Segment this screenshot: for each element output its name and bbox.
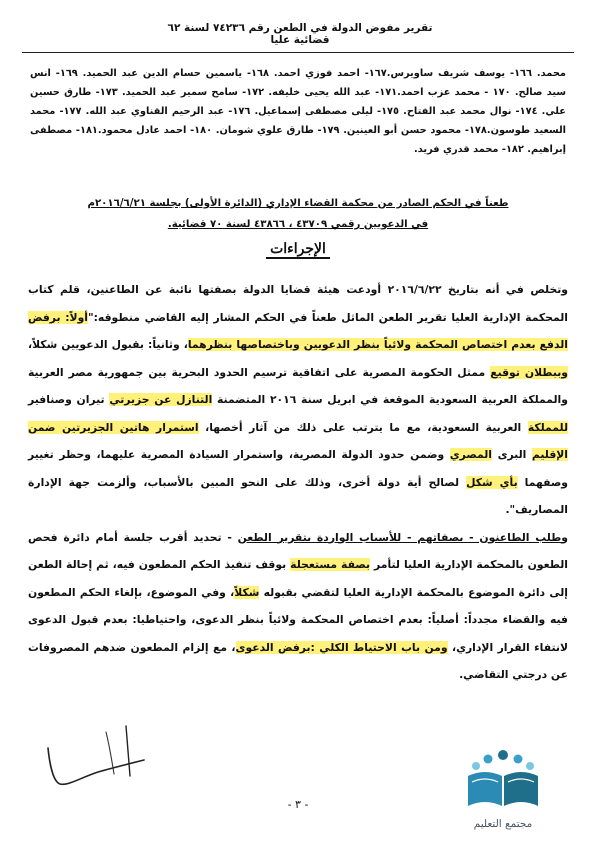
highlight-continuation: استمرار هاتين الجزيرتين ضمن الإقليم [28, 420, 568, 461]
para2-text-a: وطلب الطاعنون - بصفاتهم - للأسباب الواردة بتقرير الطعن [237, 530, 568, 544]
ruling-reference [30, 193, 566, 235]
highlight-egyptian: المصري [449, 448, 493, 461]
highlight-reserve-reject: ومن باب الاحتياط الكلي :برفض الدعوى [235, 640, 448, 654]
ruling-line-1: طعناً في الحكم الصادر من محكمة القضاء الإداري (الدائرة الأولى) بجلسة ٢٠١٦/٦/٢١م [87, 198, 509, 209]
highlight-urgent: بصفة مستعجلة [290, 558, 371, 571]
para1-text-k: البرى [492, 448, 532, 461]
highlight-first-ruling: أولاً: برفض الدفع بعدم اختصاص المحكمة ولائياً بنظر الدعويين وباختصاصها بنظرهما [28, 310, 568, 351]
procedures-heading-text: الإجراءات [266, 241, 330, 259]
signature [40, 718, 150, 790]
para1-text-e: ممثل الحكومة المصرية على اتفاقية ترسيم الحدود البحرية بين جمهورية مصر العربية والمملكة العربية السعودية الموقعة في ابريل سنة ٢٠١٦ المتضمنة [28, 365, 568, 406]
appellants-names-list: محمد. ١٦٦- يوسف شريف ساويرس.١٦٧- احمد فوزي احمد. ١٦٨- ياسمين حسام الدين عبد الحميد. ١٦٩- انس سيد صالح. ١٧٠ - محمد عزب احمد.١٧١- عبد الله يحيى خليفه. ١٧٢- سامح سمير عبد الحميد. ١٧٣- طارق حسين علي. ١٧٤- نوال محمد عبد الفتاح. ١٧٥- ليلى مصطفى إسماعيل. ١٧٦- عبد الرحيم القناوي عبد الله. ١٧٧- محمد السعيد طوسون.١٧٨- محمود حسن أبو العينين. ١٧٩- طارق علوي شومان. ١٨٠- احمد عادل محمود.١٨١- مصطفى إبراهيم. ١٨٢- محمد قدري فريد. [30, 68, 567, 155]
report-header: تقرير مفوض الدولة في الطعن رقم ٧٤٢٣٦ لسنة ٦٢ قضائية عليا [167, 22, 433, 46]
watermark-logo [448, 746, 558, 830]
para1-text-c: ، وثانياً: بقبول الدعويين شكلاً، [28, 338, 188, 351]
para2-text-b: - تحديد أقرب جلسة أمام دائرة فحص الطعون بالمحكمة الإدارية العليا لتأمر [28, 530, 568, 571]
logo-text: مجتمع التعليم [473, 818, 533, 830]
procedures-body [28, 276, 568, 689]
highlight-kingdom: للمملكة [527, 420, 569, 434]
page-number: - ٣ - [287, 798, 309, 811]
para2-text-f: ، وفي الموضوع، بإلغاء الحكم المطعون فيه والقضاء مجدداً: أصلياً: بعدم اختصاص المحكمة ولائياً بنظر الدعوى، واحتياطيا: بعدم قبول الدعوى لانتفاء القرار الإداري، [28, 585, 568, 654]
procedures-heading [0, 241, 596, 257]
paragraph-filing [28, 276, 568, 524]
highlight-any-form: بأي شكل [466, 475, 518, 489]
para1-text-m: وضمن حدود الدولة المصرية، واستمرار السيادة المصرية عليهما، وحظر تغيير وصفهما [28, 448, 569, 489]
header-divider [22, 52, 574, 53]
para1-text-i: العربية السعودية، مع ما يترتب على ذلك من آثار أخصها، [198, 420, 528, 434]
ruling-line-2: في الدعويين رقمي ٤٣٧٠٩ ، ٤٣٨٦٦ لسنة ٧٠ قضائية. [167, 219, 429, 230]
highlight-cession: التنازل عن جزيرتي [109, 393, 213, 406]
paragraph-requests [28, 524, 568, 689]
highlight-form: شكلاً [234, 585, 260, 599]
para1-text-a: وتخلص في أنه بتاريخ ٢٠١٦/٦/٢٢ أودعت هيئة قضايا الدولة بصفتها نائبة عن الطاعنين، قلم كتاب المحكمة الإدارية العليا تقرير الطعن الماثل طعناً في الحكم المشار إليه القاضي منطوقه:" [28, 283, 568, 324]
highlight-invalidation: وببطلان توقيع [490, 365, 568, 379]
para2-text-h: ، مع إلزام المطعون ضدهم المصروفات عن درجتي التقاضي. [28, 640, 568, 681]
para2-text-d: بوقف تنفيذ الحكم المطعون فيه، ثم إحالة الطعن إلى دائرة الموضوع بالمحكمة الإدارية العليا لتقضي بقبوله [28, 558, 568, 599]
para1-text-g: تيران وصنافير [28, 393, 110, 406]
book-people-icon [448, 746, 558, 810]
para1-text-o: لصالح أية دولة أخرى، وذلك على النحو المبين بالأسباب، وألزمت جهة الإدارة المصاريف". [28, 475, 568, 516]
